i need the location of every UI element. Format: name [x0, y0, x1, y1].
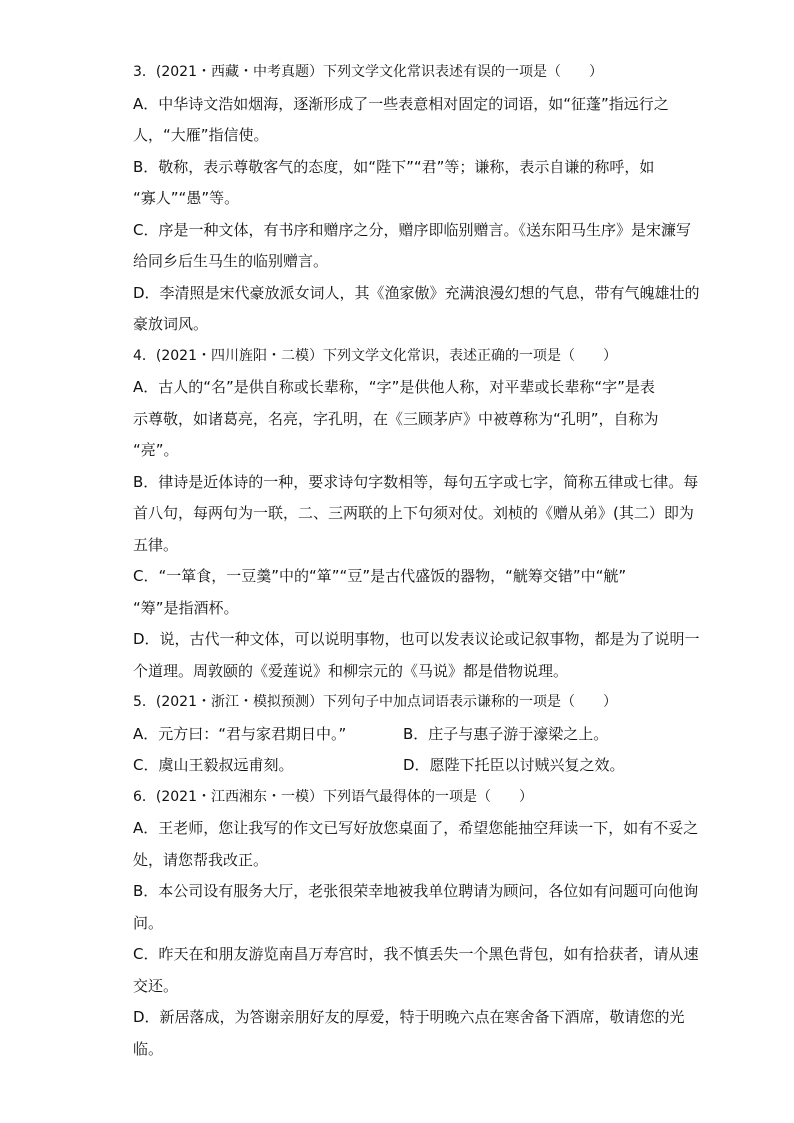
- question-4-stem: 4．(2021・四川旌阳・二模）下列文学文化常识，表述正确的一项是（ ）: [133, 347, 617, 364]
- question-4-option-d-line-2: 个道理。周敦颐的《爱莲说》和柳宗元的《马说》都是借物说理。: [133, 661, 569, 680]
- question-6-option-d-line-1: D．新居落成，为答谢亲朋好友的厚爱，特于明晚六点在寒舍备下酒席，敬请您的光: [133, 1008, 685, 1026]
- question-6-option-b-line-2: 问。: [133, 913, 164, 932]
- question-6-option-a-line-1: A．王老师，您让我写的作文已写好放您桌面了，希望您能抽空拜读一下，如有不妥之: [133, 819, 699, 837]
- question-3-option-a-line-1: A．中华诗文浩如烟海，逐渐形成了一些表意相对固定的词语，如“征蓬”指远行之: [133, 94, 669, 113]
- question-5-option-d: D．愿陛下托臣以讨贼兴复之效。: [403, 756, 625, 774]
- question-3-option-d-line-2: 豪放词风。: [133, 315, 209, 333]
- question-5-options-row-1: [133, 724, 678, 756]
- question-4-option-a-line-1: A．古人的“名”是供自称或长辈称，“字”是供他人称，对平辈或长辈称“字”是表: [133, 378, 655, 396]
- question-5-option-c: C．虞山王毅叔远甫刻。: [133, 756, 294, 774]
- question-5-options-row-2: [133, 755, 678, 787]
- question-list: [133, 62, 700, 1070]
- question-3-option-b-line-1: B．敬称，表示尊敬客气的态度，如“陛下”“君”等；谦称，表示自谦的称呼，如: [133, 157, 655, 176]
- question-3-option-d-line-1: D．李清照是宋代豪放派女词人，其《渔家傲》充满浪漫幻想的气息，带有气魄雄壮的: [133, 283, 700, 302]
- question-6-option-c-line-1: C．昨天在和朋友游览南昌万寿宫时，我不慎丢失一个黑色背包，如有拾获者，请从速: [133, 945, 699, 963]
- question-4-option-c-line-1: C．“一箪食，一豆羹”中的“箪”“豆”是古代盛饭的器物，“觥筹交错”中“觥”: [133, 567, 627, 585]
- question-3-option-c-line-2: 给同乡后生马生的临别赠言。: [133, 252, 329, 270]
- question-6-option-c-line-2: 交还。: [133, 976, 179, 995]
- question-4-option-b-line-1: B．律诗是近体诗的一种，要求诗句字数相等，每句五字或七字，简称五律或七律。每: [133, 472, 699, 491]
- question-3-stem: 3．(2021・西藏・中考真题）下列文学文化常识表述有误的一项是（ ）: [133, 64, 603, 80]
- question-4-option-c-line-2: “筹”是指酒杯。: [133, 598, 239, 617]
- question-3-option-b-line-2: “寡人”“愚”等。: [133, 189, 240, 207]
- question-4-option-a-line-2: 示尊敬，如诸葛亮，名亮，字孔明，在《三顾茅庐》中被尊称为“孔明”，自称为: [133, 409, 659, 428]
- question-6-option-d-line-2: 临。: [133, 1039, 164, 1058]
- question-5-option-b: B．庄子与惠子游于濠梁之上。: [403, 724, 609, 743]
- question-5-stem: 5．(2021・浙江・模拟预测）下列句子中加点词语表示谦称的一项是（ ）: [133, 694, 617, 710]
- question-4-option-b-line-2: 首八句，每两句为一联，二、三两联的上下句须对仗。刘桢的《赠从弟》(其二）即为: [133, 504, 694, 522]
- question-3-option-c-line-1: C．序是一种文体，有书序和赠序之分，赠序即临别赠言。《送东阳马生序》是宋濂写: [133, 220, 691, 239]
- question-4-option-b-line-3: 五律。: [133, 535, 179, 554]
- question-6-option-a-line-2: 处，请您帮我改正。: [133, 850, 269, 869]
- question-3-option-a-line-2: 人，“大雁”指信使。: [133, 126, 269, 144]
- question-5-option-a: A．元方曰：“君与家君期日中。”: [133, 724, 347, 743]
- question-4-option-d-line-1: D．说，古代一种文体，可以说明事物，也可以发表议论或记叙事物，都是为了说明一: [133, 630, 700, 648]
- question-4-option-a-line-3: “亮”。: [133, 441, 179, 459]
- question-6-stem: 6．(2021・江西湘东・一模）下列语气最得体的一项是（ ）: [133, 788, 533, 805]
- question-6-option-b-line-1: B．本公司设有服务大厅，老张很荣幸地被我单位聘请为顾问，各位如有问题可向他询: [133, 882, 699, 900]
